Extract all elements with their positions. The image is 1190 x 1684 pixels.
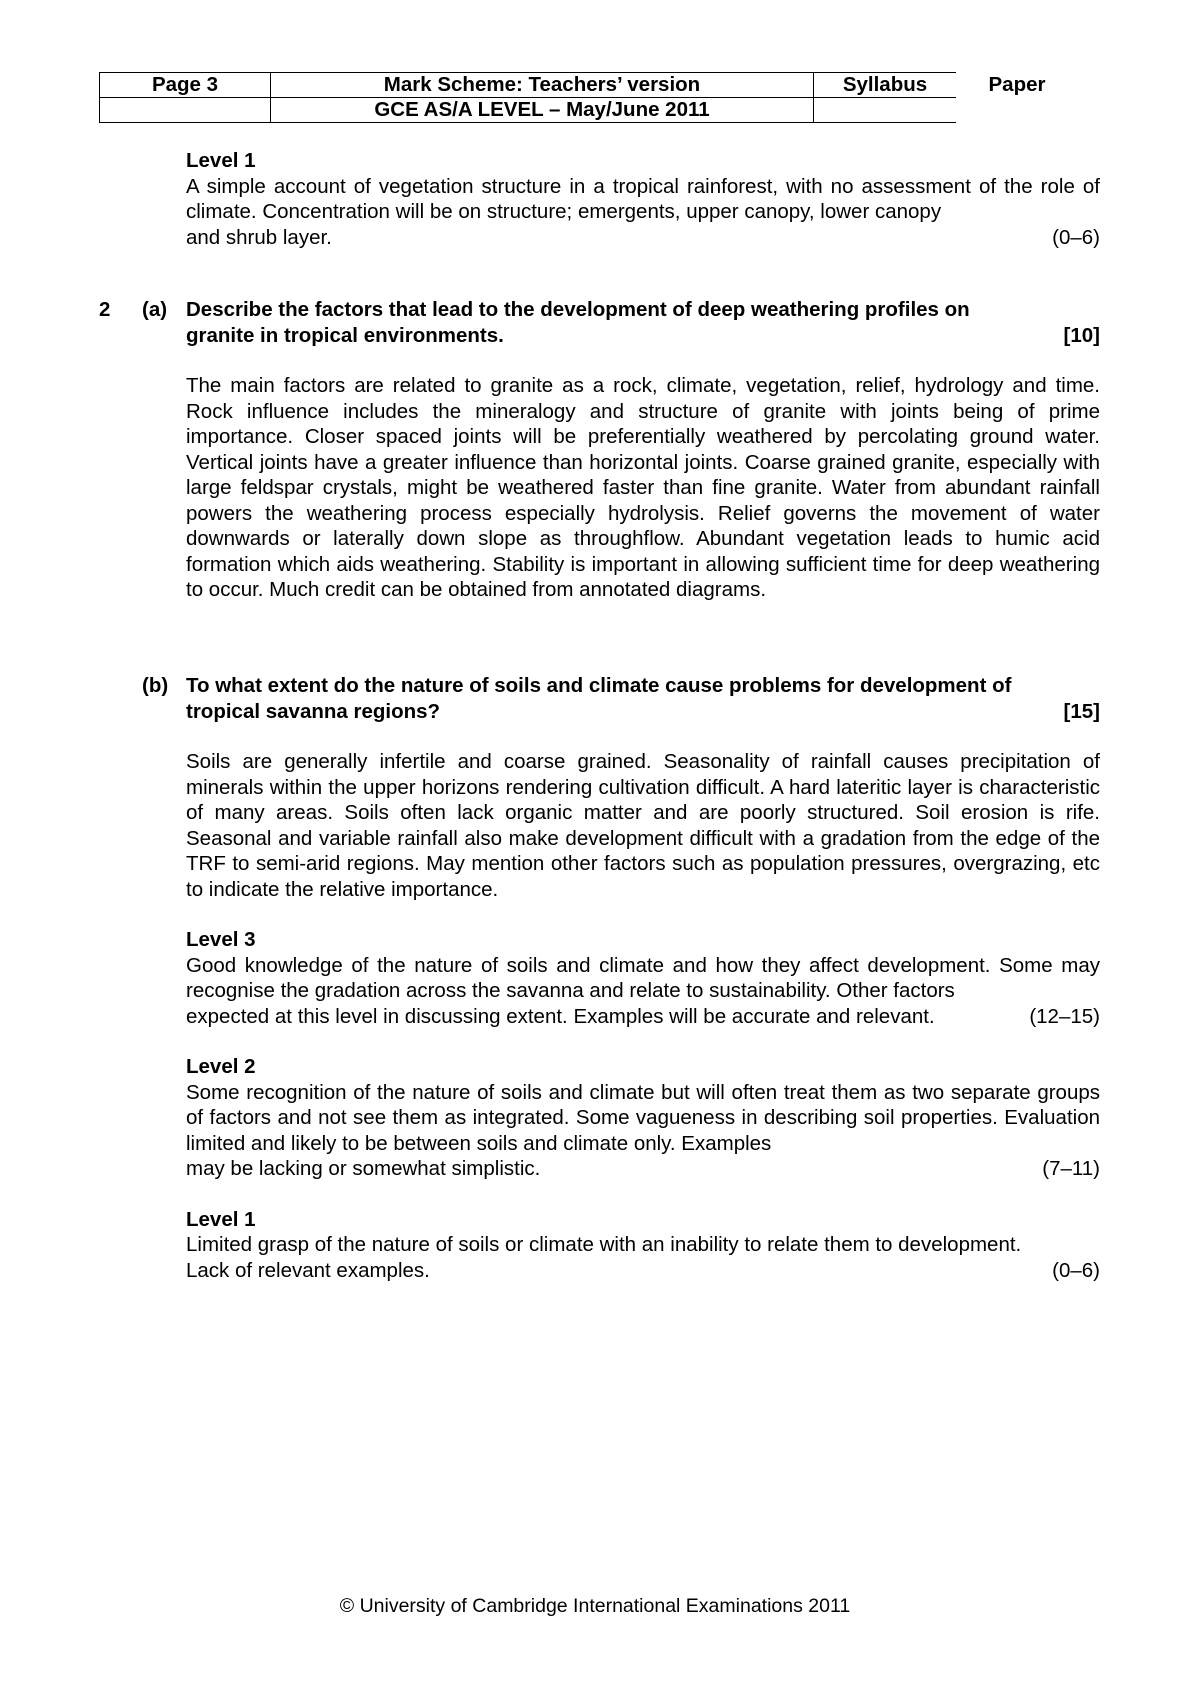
level-last-text: expected at this level in discussing extent. Examples will be accurate and relevant. — [186, 1004, 935, 1028]
level-marks: (7–11) — [1042, 1157, 1100, 1180]
level-heading: Level 1 — [186, 149, 256, 172]
level-last-text: and shrub layer. — [186, 225, 332, 249]
header-subtitle: GCE AS/A LEVEL – May/June 2011 — [271, 98, 814, 123]
prev-level1-block — [186, 148, 1100, 250]
level-text: Limited grasp of the nature of soils or climate with an inability to relate them to development. — [186, 1233, 1022, 1256]
header-empty-cell — [100, 98, 271, 123]
level-text: Some recognition of the nature of soils and climate but will often treat them as two separate groups of factors and not see them as integrated. Some vagueness in describing soil properties. Evaluation limited and likely to be between soils and climate only. Examples — [186, 1080, 1100, 1155]
header-table — [99, 72, 1079, 123]
header-syllabus: Syllabus — [814, 73, 957, 98]
level-heading: Level 2 — [186, 1055, 256, 1078]
question-number: 2 — [99, 298, 111, 321]
header-paper: Paper — [988, 73, 1046, 96]
level-text: A simple account of vegetation structure in a tropical rainforest, with no assessment of the role of climate. Concentration will be on structure; emergents, upper canopy, lower canopy — [186, 174, 1100, 223]
question-marks: [15] — [1063, 699, 1100, 723]
question-last-line — [186, 323, 1100, 349]
question-last-text: granite in tropical environments. — [186, 323, 504, 347]
footer-copyright: © University of Cambridge International Examinations 2011 — [339, 1595, 851, 1617]
question-last-line — [186, 699, 1100, 725]
level-last-line — [186, 1258, 1100, 1284]
level-text: Good knowledge of the nature of soils and climate and how they affect development. Some may recognise the gradation across the savanna and relate to sustainability. Other factors — [186, 953, 1100, 1002]
level-heading: Level 3 — [186, 928, 256, 951]
header-page: Page 3 — [100, 73, 271, 98]
level1-block — [186, 1207, 1100, 1284]
level-heading: Level 1 — [186, 1207, 256, 1231]
level-last-line — [186, 1156, 1100, 1182]
question-part-label: (b) — [142, 674, 169, 697]
level-last-text: Lack of relevant examples. — [186, 1258, 430, 1282]
header-title: Mark Scheme: Teachers’ version — [271, 73, 814, 98]
question-2a — [186, 297, 1100, 603]
level2-block — [186, 1054, 1100, 1182]
level-marks: (12–15) — [1029, 1004, 1100, 1028]
level3-block — [186, 927, 1100, 1029]
question-text: To what extent do the nature of soils and climate cause problems for development of — [186, 674, 1012, 697]
question-part-label: (a) — [142, 298, 168, 321]
header-empty-cell — [956, 98, 1079, 123]
header-empty-cell — [814, 98, 957, 123]
question-marks: [10] — [1063, 323, 1100, 347]
level-last-line — [186, 225, 1100, 251]
level-marks: (0–6) — [1052, 1258, 1100, 1282]
level-last-text: may be lacking or somewhat simplistic. — [186, 1157, 541, 1180]
answer-text: Soils are generally infertile and coarse grained. Seasonality of rainfall causes precipitation of minerals within the upper horizons rendering cultivation difficult. A hard lateritic layer is characteristic of many areas. Soils often lack organic matter and are poorly structured. Soil erosion is rife. Seasonal and variable rainfall also make development difficult with a gradation from the edge of the TRF to semi-arid regions. May mention other factors such as population pressures, overgrazing, etc to indicate the relative importance. — [186, 750, 1100, 901]
level-marks: (0–6) — [1052, 225, 1100, 249]
question-last-text: tropical savanna regions? — [186, 699, 441, 723]
question-2b — [186, 673, 1100, 1283]
question-text: Describe the factors that lead to the development of deep weathering profiles on — [186, 298, 970, 321]
answer-text: The main factors are related to granite as a rock, climate, vegetation, relief, hydrology and time. Rock influence includes the mineralogy and structure of granite with joints being of prime importance. Closer spaced joints will be preferentially weathered by percolating ground water. Vertical joints have a greater influence than horizontal joints. Coarse grained granite, especially with large feldspar crystals, might be weathered faster than fine granite. Water from abundant rainfall powers the weathering process especially hydrolysis. Relief governs the movement of water downwards or laterally down slope as throughflow. Abundant vegetation leads to humic acid formation which aids weathering. Stability is important in allowing sufficient time for deep weathering to occur. Much credit can be obtained from annotated diagrams. — [186, 374, 1100, 601]
level-last-line — [186, 1004, 1100, 1030]
